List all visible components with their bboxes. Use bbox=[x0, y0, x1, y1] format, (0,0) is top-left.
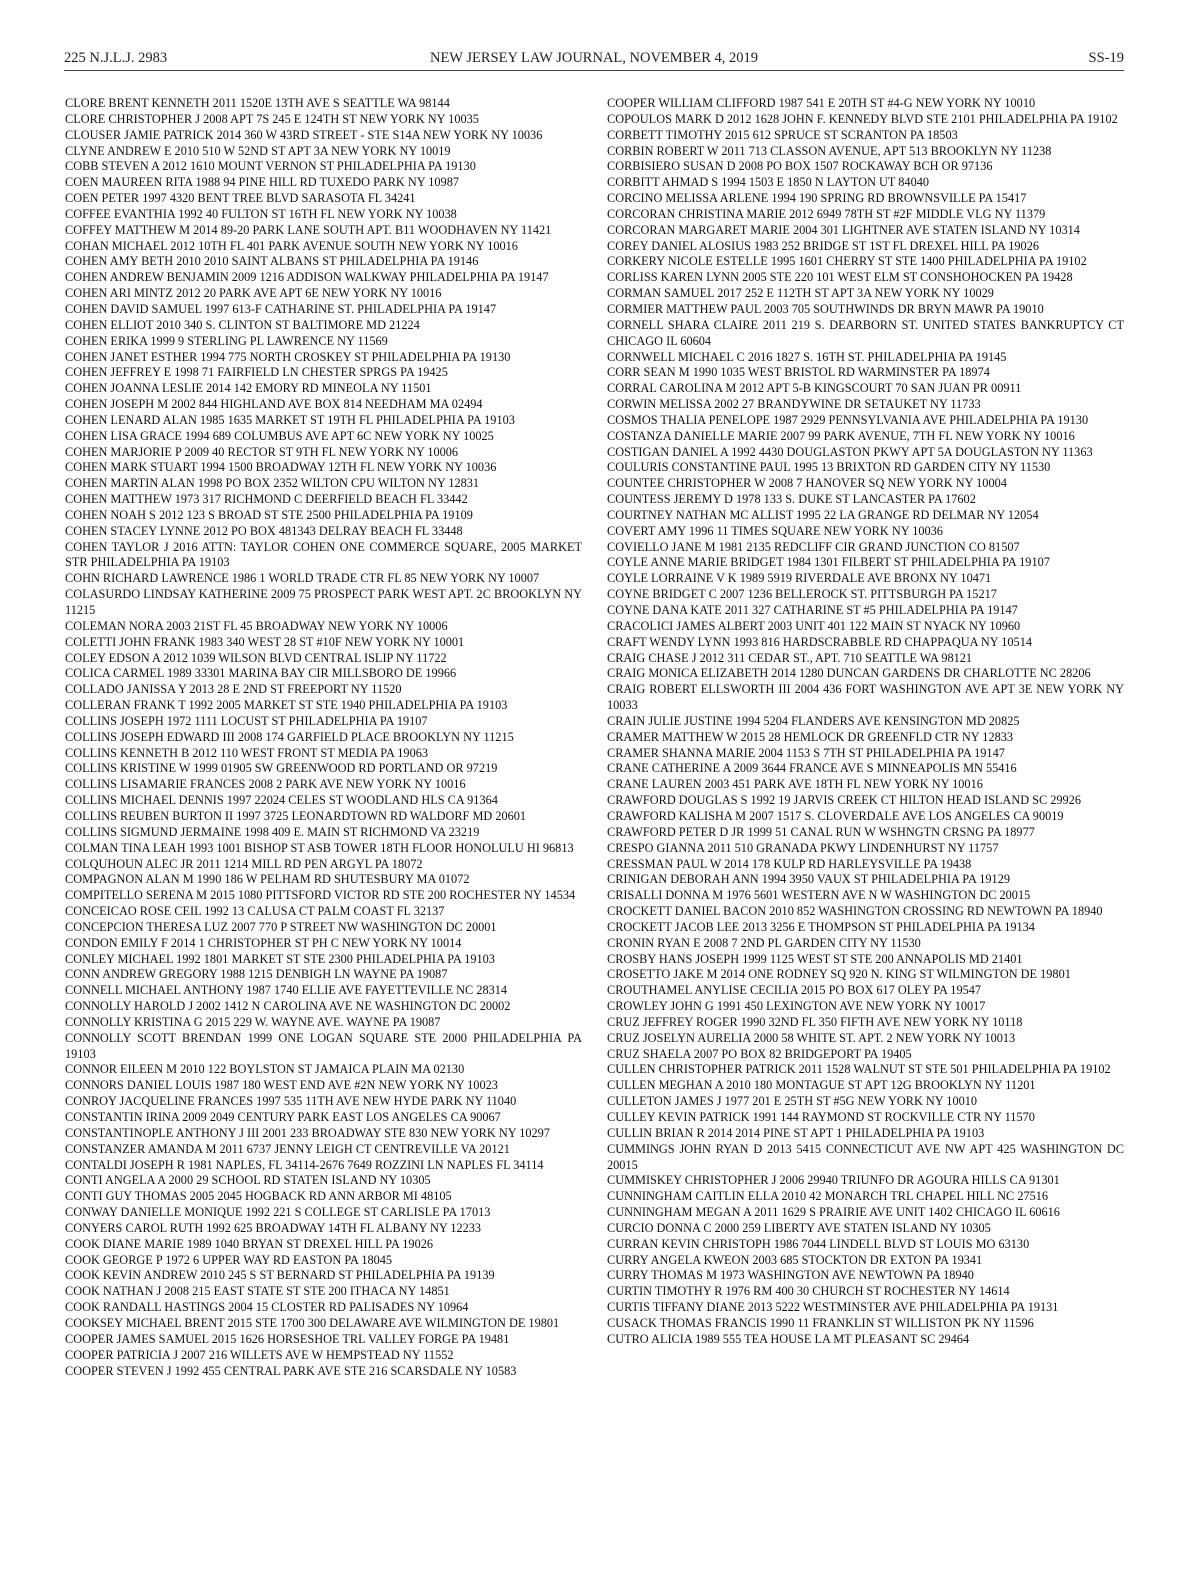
attorney-entry: COVERT AMY 1996 11 TIMES SQUARE NEW YORK NY 10036 bbox=[607, 523, 943, 538]
attorney-entry: CRAIG ROBERT ELLSWORTH III 2004 436 FORT WASHINGTON AVE APT 3E NEW YORK NY 10033 bbox=[607, 682, 1124, 713]
attorney-entry: CURRAN KEVIN CHRISTOPH 1986 7044 LINDELL BLVD ST LOUIS MO 63130 bbox=[607, 1236, 1030, 1251]
attorney-entry: COHEN JOSEPH M 2002 844 HIGHLAND AVE BOX 814 NEEDHAM MA 02494 bbox=[65, 397, 483, 412]
attorney-entry: CURRY ANGELA KWEON 2003 685 STOCKTON DR EXTON PA 19341 bbox=[607, 1252, 983, 1267]
attorney-entry: COOPER STEVEN J 1992 455 CENTRAL PARK AVE STE 216 SCARSDALE NY 10583 bbox=[65, 1363, 517, 1378]
attorney-entry: CONNELL MICHAEL ANTHONY 1987 1740 ELLIE AVE FAYETTEVILLE NC 28314 bbox=[65, 983, 508, 998]
attorney-entry: CONNORS DANIEL LOUIS 1987 180 WEST END AVE #2N NEW YORK NY 10023 bbox=[65, 1078, 498, 1093]
attorney-entry: CRUZ JOSELYN AURELIA 2000 58 WHITE ST. APT. 2 NEW YORK NY 10013 bbox=[607, 1030, 1016, 1045]
attorney-entry: COOK DIANE MARIE 1989 1040 BRYAN ST DREXEL HILL PA 19026 bbox=[65, 1236, 434, 1251]
attorney-entry: CONROY JACQUELINE FRANCES 1997 535 11TH AVE NEW HYDE PARK NY 11040 bbox=[65, 1094, 517, 1109]
attorney-entry: COHN RICHARD LAWRENCE 1986 1 WORLD TRADE CTR FL 85 NEW YORK NY 10007 bbox=[65, 571, 540, 586]
attorney-entry: COHEN JEFFREY E 1998 71 FAIRFIELD LN CHESTER SPRGS PA 19425 bbox=[65, 365, 448, 380]
attorney-entry: CORR SEAN M 1990 1035 WEST BRISTOL RD WARMINSTER PA 18974 bbox=[607, 365, 990, 380]
attorney-entry: CONTI ANGELA A 2000 29 SCHOOL RD STATEN ISLAND NY 10305 bbox=[65, 1173, 431, 1188]
attorney-entry: CRAWFORD DOUGLAS S 1992 19 JARVIS CREEK CT HILTON HEAD ISLAND SC 29926 bbox=[607, 793, 1082, 808]
attorney-entry: CORMIER MATTHEW PAUL 2003 705 SOUTHWINDS DR BRYN MAWR PA 19010 bbox=[607, 301, 1044, 316]
attorney-entry: CROSETTO JAKE M 2014 ONE RODNEY SQ 920 N. KING ST WILMINGTON DE 19801 bbox=[607, 967, 1071, 982]
attorney-entry: COLQUHOUN ALEC JR 2011 1214 MILL RD PEN ARGYL PA 18072 bbox=[65, 856, 423, 871]
attorney-entry: CURCIO DONNA C 2000 259 LIBERTY AVE STATEN ISLAND NY 10305 bbox=[607, 1220, 991, 1235]
attorney-entry: CONSTANTINOPLE ANTHONY J III 2001 233 BROADWAY STE 830 NEW YORK NY 10297 bbox=[65, 1125, 550, 1140]
attorney-entry: CULLEN MEGHAN A 2010 180 MONTAGUE ST APT 12G BROOKLYN NY 11201 bbox=[607, 1078, 1036, 1093]
attorney-entry: CROWLEY JOHN G 1991 450 LEXINGTON AVE NEW YORK NY 10017 bbox=[607, 999, 986, 1014]
attorney-entry: COUNTEE CHRISTOPHER W 2008 7 HANOVER SQ NEW YORK NY 10004 bbox=[607, 476, 1007, 491]
attorney-entry: COLETTI JOHN FRANK 1983 340 WEST 28 ST #10F NEW YORK NY 10001 bbox=[65, 634, 465, 649]
attorney-entry: COLLINS SIGMUND JERMAINE 1998 409 E. MAIN ST RICHMOND VA 23219 bbox=[65, 824, 480, 839]
attorney-entry: CULLEY KEVIN PATRICK 1991 144 RAYMOND ST ROCKVILLE CTR NY 11570 bbox=[607, 1110, 1035, 1124]
attorney-entry: CULLETON JAMES J 1977 201 E 25TH ST #5G NEW YORK NY 10010 bbox=[607, 1094, 978, 1109]
attorney-entry: CORBITT AHMAD S 1994 1503 E 1850 N LAYTON UT 84040 bbox=[607, 175, 930, 190]
attorney-entry: COHEN MATTHEW 1973 317 RICHMOND C DEERFIELD BEACH FL 33442 bbox=[65, 492, 468, 507]
attorney-entry: CORBETT TIMOTHY 2015 612 SPRUCE ST SCRANTON PA 18503 bbox=[607, 127, 958, 142]
attorney-entry: CURRY THOMAS M 1973 WASHINGTON AVE NEWTOWN PA 18940 bbox=[607, 1268, 974, 1283]
attorney-entry: COHEN MARTIN ALAN 1998 PO BOX 2352 WILTON CPU WILTON NY 12831 bbox=[65, 476, 480, 491]
attorney-entry: COHEN AMY BETH 2010 2010 SAINT ALBANS ST PHILADELPHIA PA 19146 bbox=[65, 254, 479, 269]
attorney-entry: COLLERAN FRANK T 1992 2005 MARKET ST STE 1940 PHILADELPHIA PA 19103 bbox=[65, 698, 508, 713]
attorney-entry: COHEN LENARD ALAN 1985 1635 MARKET ST 19TH FL PHILADELPHIA PA 19103 bbox=[65, 412, 515, 427]
attorney-entry: CORKERY NICOLE ESTELLE 1995 1601 CHERRY ST STE 1400 PHILADELPHIA PA 19102 bbox=[607, 254, 1087, 269]
attorney-entry: CONSTANZER AMANDA M 2011 6737 JENNY LEIGH CT CENTREVILLE VA 20121 bbox=[65, 1141, 510, 1156]
attorney-entry: COLMAN TINA LEAH 1993 1001 BISHOP ST ASB TOWER 18TH FLOOR HONOLULU HI 96813 bbox=[65, 840, 574, 855]
attorney-entry: CLYNE ANDREW E 2010 510 W 52ND ST APT 3A NEW YORK NY 10019 bbox=[65, 143, 451, 158]
page-number: SS-19 bbox=[1088, 50, 1124, 66]
citation: 225 N.J.L.J. 2983 bbox=[64, 50, 168, 66]
attorney-entry: COLEMAN NORA 2003 21ST FL 45 BROADWAY NEW YORK NY 10006 bbox=[65, 618, 448, 633]
attorney-entry: COULURIS CONSTANTINE PAUL 1995 13 BRIXTON RD GARDEN CITY NY 11530 bbox=[607, 460, 1051, 475]
attorney-entry: CORRAL CAROLINA M 2012 APT 5-B KINGSCOURT 70 SAN JUAN PR 00911 bbox=[607, 381, 1022, 396]
attorney-entry: COLLINS REUBEN BURTON II 1997 3725 LEONARDTOWN RD WALDORF MD 20601 bbox=[65, 808, 527, 823]
attorney-entry: COLLINS JOSEPH 1972 1111 LOCUST ST PHILADELPHIA PA 19107 bbox=[65, 713, 428, 728]
attorney-entry: CONN ANDREW GREGORY 1988 1215 DENBIGH LN WAYNE PA 19087 bbox=[65, 967, 448, 982]
attorney-entry: COHEN LISA GRACE 1994 689 COLUMBUS AVE APT 6C NEW YORK NY 10025 bbox=[65, 428, 494, 443]
attorney-entry: CRAWFORD KALISHA M 2007 1517 S. CLOVERDALE AVE LOS ANGELES CA 90019 bbox=[607, 808, 1064, 823]
attorney-entry: COHEN MARK STUART 1994 1500 BROADWAY 12TH FL NEW YORK NY 10036 bbox=[65, 460, 497, 475]
attorney-entry: CUSACK THOMAS FRANCIS 1990 11 FRANKLIN ST WILLISTON PK NY 11596 bbox=[607, 1315, 1034, 1330]
attorney-entry: CONCEPCION THERESA LUZ 2007 770 P STREET NW WASHINGTON DC 20001 bbox=[65, 919, 497, 934]
attorney-entry: COPOULOS MARK D 2012 1628 JOHN F. KENNEDY BLVD STE 2101 PHILADELPHIA PA 19102 bbox=[607, 111, 1118, 126]
attorney-entry: CUNNINGHAM CAITLIN ELLA 2010 42 MONARCH TRL CHAPEL HILL NC 27516 bbox=[607, 1189, 1049, 1204]
attorney-entry: CRANE CATHERINE A 2009 3644 FRANCE AVE S MINNEAPOLIS MN 55416 bbox=[607, 761, 1017, 776]
attorney-entry: CORMAN SAMUEL 2017 252 E 112TH ST APT 3A NEW YORK NY 10029 bbox=[607, 286, 994, 301]
attorney-entry: CUMMINGS JOHN RYAN D 2013 5415 CONNECTICUT AVE NW APT 425 WASHINGTON DC 20015 bbox=[607, 1141, 1124, 1172]
attorney-entry: CRINIGAN DEBORAH ANN 1994 3950 VAUX ST PHILADELPHIA PA 19129 bbox=[607, 872, 1010, 887]
attorney-entry: COYNE DANA KATE 2011 327 CATHARINE ST #5 PHILADELPHIA PA 19147 bbox=[607, 603, 1018, 617]
publication-title: NEW JERSEY LAW JOURNAL, NOVEMBER 4, 2019 bbox=[429, 50, 759, 66]
attorney-entry: COHEN NOAH S 2012 123 S BROAD ST STE 2500 PHILADELPHIA PA 19109 bbox=[65, 507, 473, 522]
attorney-entry: COOK RANDALL HASTINGS 2004 15 CLOSTER RD PALISADES NY 10964 bbox=[65, 1300, 469, 1315]
attorney-entry: CORBIN ROBERT W 2011 713 CLASSON AVENUE, APT 513 BROOKLYN NY 11238 bbox=[607, 143, 1052, 158]
attorney-entry: CONNOLLY HAROLD J 2002 1412 N CAROLINA AVE NE WASHINGTON DC 20002 bbox=[65, 999, 511, 1014]
attorney-entry: COLLINS KENNETH B 2012 110 WEST FRONT ST MEDIA PA 19063 bbox=[65, 745, 429, 760]
attorney-entry: CORCORAN MARGARET MARIE 2004 301 LIGHTNER AVE STATEN ISLAND NY 10314 bbox=[607, 222, 1080, 237]
attorney-entry: COURTNEY NATHAN MC ALLIST 1995 22 LA GRANGE RD DELMAR NY 12054 bbox=[607, 507, 1039, 522]
attorney-entry: CONTI GUY THOMAS 2005 2045 HOGBACK RD ANN ARBOR MI 48105 bbox=[65, 1189, 452, 1204]
attorney-entry: CRAMER SHANNA MARIE 2004 1153 S 7TH ST PHILADELPHIA PA 19147 bbox=[607, 745, 1005, 760]
attorney-entry: CRANE LAUREN 2003 451 PARK AVE 18TH FL NEW YORK NY 10016 bbox=[607, 777, 983, 792]
attorney-entry: COSTIGAN DANIEL A 1992 4430 DOUGLASTON PKWY APT 5A DOUGLASTON NY 11363 bbox=[607, 444, 1093, 459]
attorney-list-left-column bbox=[65, 96, 582, 1379]
attorney-entry: COREY DANIEL ALOSIUS 1983 252 BRIDGE ST 1ST FL DREXEL HILL PA 19026 bbox=[607, 238, 1040, 253]
attorney-entry: COHEN JANET ESTHER 1994 775 NORTH CROSKEY ST PHILADELPHIA PA 19130 bbox=[65, 349, 511, 364]
attorney-entry: COUNTESS JEREMY D 1978 133 S. DUKE ST LANCASTER PA 17602 bbox=[607, 492, 976, 507]
attorney-entry: CULLEN CHRISTOPHER PATRICK 2011 1528 WALNUT ST STE 501 PHILADELPHIA PA 19102 bbox=[607, 1062, 1111, 1077]
attorney-entry: COHEN DAVID SAMUEL 1997 613-F CATHARINE ST. PHILADELPHIA PA 19147 bbox=[65, 301, 497, 316]
attorney-entry: CONNOLLY SCOTT BRENDAN 1999 ONE LOGAN SQUARE STE 2000 PHILADELPHIA PA 19103 bbox=[65, 1030, 582, 1061]
attorney-entry: COOPER PATRICIA J 2007 216 WILLETS AVE W HEMPSTEAD NY 11552 bbox=[65, 1347, 454, 1362]
attorney-entry: COVIELLO JANE M 1981 2135 REDCLIFF CIR GRAND JUNCTION CO 81507 bbox=[607, 539, 1020, 554]
attorney-entry: CURTIN TIMOTHY R 1976 RM 400 30 CHURCH ST ROCHESTER NY 14614 bbox=[607, 1284, 1010, 1299]
attorney-entry: CRUZ JEFFREY ROGER 1990 32ND FL 350 FIFTH AVE NEW YORK NY 10118 bbox=[607, 1014, 1023, 1029]
attorney-entry: COYLE LORRAINE V K 1989 5919 RIVERDALE AVE BRONX NY 10471 bbox=[607, 571, 992, 586]
attorney-entry: COOPER WILLIAM CLIFFORD 1987 541 E 20TH ST #4-G NEW YORK NY 10010 bbox=[607, 96, 1036, 110]
attorney-entry: COHEN TAYLOR J 2016 ATTN: TAYLOR COHEN ONE COMMERCE SQUARE, 2005 MARKET STR PHILADELPHIA PA 19103 bbox=[65, 539, 582, 570]
attorney-list-right-column bbox=[607, 96, 1124, 1348]
attorney-entry: COHEN ANDREW BENJAMIN 2009 1216 ADDISON WALKWAY PHILADELPHIA PA 19147 bbox=[65, 270, 549, 285]
attorney-entry: COHEN MARJORIE P 2009 40 RECTOR ST 9TH FL NEW YORK NY 10006 bbox=[65, 444, 459, 459]
attorney-entry: CONLEY MICHAEL 1992 1801 MARKET ST STE 2300 PHILADELPHIA PA 19103 bbox=[65, 951, 495, 966]
attorney-entry: COOPER JAMES SAMUEL 2015 1626 HORSESHOE TRL VALLEY FORGE PA 19481 bbox=[65, 1331, 510, 1346]
attorney-entry: COMPAGNON ALAN M 1990 186 W PELHAM RD SHUTESBURY MA 01072 bbox=[65, 872, 470, 887]
attorney-entry: COBB STEVEN A 2012 1610 MOUNT VERNON ST PHILADELPHIA PA 19130 bbox=[65, 159, 476, 174]
attorney-entry: COMPITELLO SERENA M 2015 1080 PITTSFORD VICTOR RD STE 200 ROCHESTER NY 14534 bbox=[65, 888, 576, 903]
attorney-entry: CORCINO MELISSA ARLENE 1994 190 SPRING RD BROWNSVILLE PA 15417 bbox=[607, 191, 1027, 206]
attorney-entry: COOK GEORGE P 1972 6 UPPER WAY RD EASTON PA 18045 bbox=[65, 1252, 393, 1267]
attorney-entry: COYNE BRIDGET C 2007 1236 BELLEROCK ST. PITTSBURGH PA 15217 bbox=[607, 587, 997, 602]
attorney-entry: CRUZ SHAELA 2007 PO BOX 82 BRIDGEPORT PA 19405 bbox=[607, 1046, 912, 1061]
attorney-entry: COHEN ERIKA 1999 9 STERLING PL LAWRENCE NY 11569 bbox=[65, 333, 388, 348]
attorney-entry: COEN PETER 1997 4320 BENT TREE BLVD SARASOTA FL 34241 bbox=[65, 191, 416, 206]
attorney-entry: COOK NATHAN J 2008 215 EAST STATE ST STE 200 ITHACA NY 14851 bbox=[65, 1284, 450, 1299]
attorney-entry: COLASURDO LINDSAY KATHERINE 2009 75 PROSPECT PARK WEST APT. 2C BROOKLYN NY 11215 bbox=[65, 587, 582, 617]
attorney-entry: COEN MAUREEN RITA 1988 94 PINE HILL RD TUXEDO PARK NY 10987 bbox=[65, 175, 459, 190]
attorney-entry: CLORE CHRISTOPHER J 2008 APT 7S 245 E 124TH ST NEW YORK NY 10035 bbox=[65, 111, 479, 126]
attorney-entry: CORCORAN CHRISTINA MARIE 2012 6949 78TH ST #2F MIDDLE VLG NY 11379 bbox=[607, 206, 1046, 221]
attorney-entry: CROCKETT JACOB LEE 2013 3256 E THOMPSON ST PHILADELPHIA PA 19134 bbox=[607, 919, 1035, 934]
attorney-entry: CORLISS KAREN LYNN 2005 STE 220 101 WEST ELM ST CONSHOHOCKEN PA 19428 bbox=[607, 270, 1073, 285]
attorney-entry: COLLINS JOSEPH EDWARD III 2008 174 GARFIELD PLACE BROOKLYN NY 11215 bbox=[65, 729, 514, 744]
attorney-entry: CONSTANTIN IRINA 2009 2049 CENTURY PARK EAST LOS ANGELES CA 90067 bbox=[65, 1110, 501, 1124]
attorney-entry: COSMOS THALIA PENELOPE 1987 2929 PENNSYLVANIA AVE PHILADELPHIA PA 19130 bbox=[607, 412, 1089, 427]
attorney-entry: COHEN ARI MINTZ 2012 20 PARK AVE APT 6E NEW YORK NY 10016 bbox=[65, 286, 442, 301]
running-header bbox=[64, 48, 1124, 71]
attorney-entry: CUNNINGHAM MEGAN A 2011 1629 S PRAIRIE AVE UNIT 1402 CHICAGO IL 60616 bbox=[607, 1205, 1060, 1220]
attorney-entry: CLORE BRENT KENNETH 2011 1520E 13TH AVE S SEATTLE WA 98144 bbox=[65, 96, 450, 110]
attorney-entry: CRAWFORD PETER D JR 1999 51 CANAL RUN W WSHNGTN CRSNG PA 18977 bbox=[607, 824, 1035, 839]
attorney-entry: CONNOLLY KRISTINA G 2015 229 W. WAYNE AVE. WAYNE PA 19087 bbox=[65, 1014, 441, 1029]
attorney-entry: COLICA CARMEL 1989 33301 MARINA BAY CIR MILLSBORO DE 19966 bbox=[65, 666, 457, 681]
attorney-entry: CORNWELL MICHAEL C 2016 1827 S. 16TH ST. PHILADELPHIA PA 19145 bbox=[607, 349, 1007, 364]
attorney-entry: CRISALLI DONNA M 1976 5601 WESTERN AVE N W WASHINGTON DC 20015 bbox=[607, 888, 1031, 903]
attorney-entry: CLOUSER JAMIE PATRICK 2014 360 W 43RD STREET - STE S14A NEW YORK NY 10036 bbox=[65, 127, 543, 142]
attorney-entry: CONTALDI JOSEPH R 1981 NAPLES, FL 34114-2676 7649 ROZZINI LN NAPLES FL 34114 bbox=[65, 1157, 544, 1172]
attorney-entry: CONYERS CAROL RUTH 1992 625 BROADWAY 14TH FL ALBANY NY 12233 bbox=[65, 1220, 482, 1235]
attorney-entry: COSTANZA DANIELLE MARIE 2007 99 PARK AVENUE, 7TH FL NEW YORK NY 10016 bbox=[607, 428, 1075, 443]
attorney-entry: CRONIN RYAN E 2008 7 2ND PL GARDEN CITY NY 11530 bbox=[607, 935, 921, 950]
attorney-entry: COFFEY MATTHEW M 2014 89-20 PARK LANE SOUTH APT. B11 WOODHAVEN NY 11421 bbox=[65, 222, 552, 237]
attorney-entry: CRESPO GIANNA 2011 510 GRANADA PKWY LINDENHURST NY 11757 bbox=[607, 840, 999, 855]
attorney-entry: COHEN ELLIOT 2010 340 S. CLINTON ST BALTIMORE MD 21224 bbox=[65, 317, 420, 332]
attorney-entry: CROSBY HANS JOSEPH 1999 1125 WEST ST STE 200 ANNAPOLIS MD 21401 bbox=[607, 951, 1023, 966]
attorney-entry: COOKSEY MICHAEL BRENT 2015 STE 1700 300 DELAWARE AVE WILMINGTON DE 19801 bbox=[65, 1315, 560, 1330]
attorney-entry: CORWIN MELISSA 2002 27 BRANDYWINE DR SETAUKET NY 11733 bbox=[607, 397, 981, 412]
attorney-entry: CONNOR EILEEN M 2010 122 BOYLSTON ST JAMAICA PLAIN MA 02130 bbox=[65, 1062, 465, 1077]
attorney-entry: CONWAY DANIELLE MONIQUE 1992 221 S COLLEGE ST CARLISLE PA 17013 bbox=[65, 1205, 491, 1220]
attorney-entry: COHAN MICHAEL 2012 10TH FL 401 PARK AVENUE SOUTH NEW YORK NY 10016 bbox=[65, 238, 518, 253]
attorney-entry: CROUTHAMEL ANYLISE CECILIA 2015 PO BOX 617 OLEY PA 19547 bbox=[607, 983, 982, 998]
attorney-entry: COLLINS KRISTINE W 1999 01905 SW GREENWOOD RD PORTLAND OR 97219 bbox=[65, 761, 498, 776]
attorney-entry: COYLE ANNE MARIE BRIDGET 1984 1301 FILBERT ST PHILADELPHIA PA 19107 bbox=[607, 555, 1050, 570]
attorney-entry: COLLINS LISAMARIE FRANCES 2008 2 PARK AVE NEW YORK NY 10016 bbox=[65, 777, 466, 792]
attorney-entry: CULLIN BRIAN R 2014 2014 PINE ST APT 1 PHILADELPHIA PA 19103 bbox=[607, 1125, 985, 1140]
attorney-entry: COLEY EDSON A 2012 1039 WILSON BLVD CENTRAL ISLIP NY 11722 bbox=[65, 650, 447, 665]
attorney-entry: CONDON EMILY F 2014 1 CHRISTOPHER ST PH C NEW YORK NY 10014 bbox=[65, 935, 462, 950]
attorney-entry: CUTRO ALICIA 1989 555 TEA HOUSE LA MT PLEASANT SC 29464 bbox=[607, 1331, 970, 1346]
attorney-entry: COLLINS MICHAEL DENNIS 1997 22024 CELES ST WOODLAND HLS CA 91364 bbox=[65, 793, 498, 808]
attorney-entry: CRAIG CHASE J 2012 311 CEDAR ST., APT. 710 SEATTLE WA 98121 bbox=[607, 650, 973, 665]
attorney-entry: COOK KEVIN ANDREW 2010 245 S ST BERNARD ST PHILADELPHIA PA 19139 bbox=[65, 1268, 495, 1283]
attorney-entry: CROCKETT DANIEL BACON 2010 852 WASHINGTON CROSSING RD NEWTOWN PA 18940 bbox=[607, 904, 1103, 919]
attorney-entry: CRAFT WENDY LYNN 1993 816 HARDSCRABBLE RD CHAPPAQUA NY 10514 bbox=[607, 634, 1032, 649]
attorney-entry: CRESSMAN PAUL W 2014 178 KULP RD HARLEYSVILLE PA 19438 bbox=[607, 856, 972, 871]
attorney-entry: CURTIS TIFFANY DIANE 2013 5222 WESTMINSTER AVE PHILADELPHIA PA 19131 bbox=[607, 1300, 1059, 1315]
attorney-entry: CRAIG MONICA ELIZABETH 2014 1280 DUNCAN GARDENS DR CHARLOTTE NC 28206 bbox=[607, 666, 1091, 681]
attorney-entry: COFFEE EVANTHIA 1992 40 FULTON ST 16TH FL NEW YORK NY 10038 bbox=[65, 206, 457, 221]
attorney-entry: CUMMISKEY CHRISTOPHER J 2006 29940 TRIUNFO DR AGOURA HILLS CA 91301 bbox=[607, 1173, 1060, 1188]
attorney-entry: CRACOLICI JAMES ALBERT 2003 UNIT 401 122 MAIN ST NYACK NY 10960 bbox=[607, 618, 1021, 633]
attorney-entry: COHEN STACEY LYNNE 2012 PO BOX 481343 DELRAY BEACH FL 33448 bbox=[65, 523, 463, 538]
attorney-entry: CONCEICAO ROSE CEIL 1992 13 CALUSA CT PALM COAST FL 32137 bbox=[65, 904, 445, 919]
attorney-entry: COHEN JOANNA LESLIE 2014 142 EMORY RD MINEOLA NY 11501 bbox=[65, 381, 432, 396]
attorney-entry: CORBISIERO SUSAN D 2008 PO BOX 1507 ROCKAWAY BCH OR 97136 bbox=[607, 159, 993, 174]
attorney-entry: CRAIN JULIE JUSTINE 1994 5204 FLANDERS AVE KENSINGTON MD 20825 bbox=[607, 713, 1020, 728]
attorney-entry: CORNELL SHARA CLAIRE 2011 219 S. DEARBORN ST. UNITED STATES BANKRUPTCY CT CHICAGO IL 60604 bbox=[607, 317, 1124, 348]
attorney-entry: COLLADO JANISSA Y 2013 28 E 2ND ST FREEPORT NY 11520 bbox=[65, 682, 402, 697]
attorney-entry: CRAMER MATTHEW W 2015 28 HEMLOCK DR GREENFLD CTR NY 12833 bbox=[607, 729, 1014, 744]
